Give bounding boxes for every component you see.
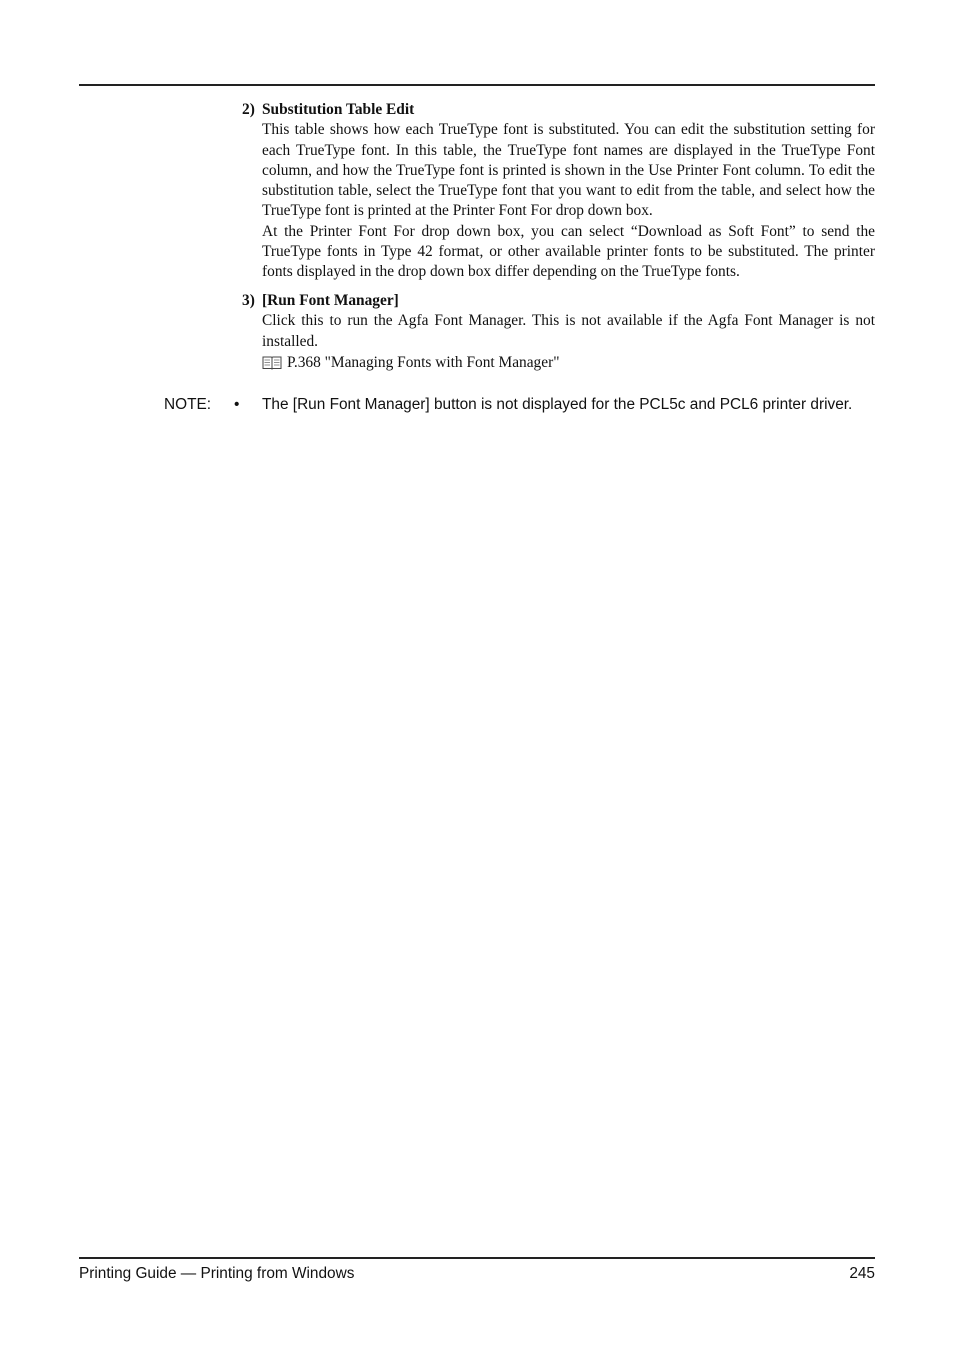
page-number: 245 bbox=[849, 1265, 875, 1282]
section-body bbox=[262, 311, 875, 373]
cross-reference-text: P.368 "Managing Fonts with Font Manager" bbox=[287, 353, 560, 371]
footer-rule bbox=[79, 1257, 875, 1259]
note-block bbox=[164, 394, 875, 415]
section-body bbox=[262, 120, 875, 282]
section-title: Substitution Table Edit bbox=[262, 101, 415, 118]
section-number: 3) bbox=[242, 292, 255, 309]
cross-reference-link[interactable] bbox=[262, 353, 875, 373]
paragraph: At the Printer Font For drop down box, you can select “Download as Soft Font” to send the TrueType fonts in Type 42 format, or other available printer fonts to be substituted. The printer fonts displayed in the drop down box differ depending on the TrueType fonts. bbox=[262, 222, 875, 281]
note-label: NOTE: bbox=[164, 396, 212, 413]
section-heading bbox=[242, 291, 875, 311]
section-title: [Run Font Manager] bbox=[262, 292, 399, 309]
header-rule bbox=[79, 84, 875, 86]
section-heading bbox=[242, 100, 875, 120]
section-run-font-manager bbox=[242, 291, 875, 373]
section-number: 2) bbox=[242, 101, 255, 118]
bullet-icon: • bbox=[234, 396, 240, 413]
section-substitution-table-edit bbox=[242, 100, 875, 283]
footer-title: Printing Guide — Printing from Windows bbox=[79, 1265, 355, 1282]
note-text: The [Run Font Manager] button is not displayed for the PCL5c and PCL6 printer driver. bbox=[262, 396, 853, 413]
book-icon bbox=[262, 355, 282, 371]
paragraph: Click this to run the Agfa Font Manager. This is not available if the Agfa Font Manager is not installed. bbox=[262, 312, 875, 350]
paragraph: This table shows how each TrueType font is substituted. You can edit the substitution setting for each TrueType font. In this table, the TrueType font names are displayed in the TrueType Font column, and how the TrueType font is printed is shown in the Use Printer Font column. To edit the substitution table, select the TrueType font that you want to edit from the table, and select how the TrueType font is printed at the Printer Font For drop down box. bbox=[262, 121, 875, 220]
